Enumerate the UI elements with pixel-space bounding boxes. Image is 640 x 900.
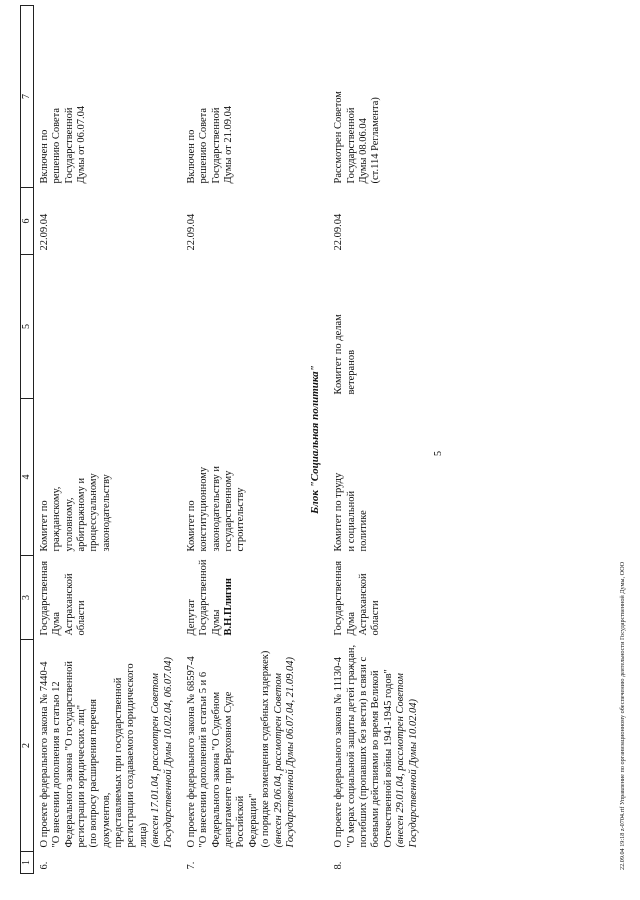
table-row bbox=[328, 6, 426, 874]
co-committee-line: ветеранов bbox=[345, 349, 357, 395]
status-line: (ст.114 Регламента) bbox=[370, 97, 382, 184]
co-committee bbox=[181, 255, 303, 399]
bill-author bbox=[181, 556, 303, 640]
status-line: Рассмотрен Советом bbox=[333, 91, 345, 184]
author-line: Депутат bbox=[185, 598, 197, 636]
committee-line: Комитет по bbox=[38, 500, 50, 552]
committee-line: законодательству bbox=[100, 474, 112, 552]
bill-note-line: (внесен 29.01.04, рассмотрен Советом bbox=[395, 673, 407, 848]
header-row bbox=[21, 6, 34, 874]
header-cell: 5 bbox=[21, 255, 34, 399]
committee-line: уголовному, bbox=[63, 497, 75, 552]
committee-line: процессуальному bbox=[88, 473, 100, 552]
author-line: Дума Астраханской bbox=[345, 573, 370, 636]
committee-line: Комитет по труду bbox=[333, 472, 345, 552]
status-line: Государственной bbox=[345, 107, 357, 184]
header-cell: 4 bbox=[21, 399, 34, 556]
author-line: области bbox=[75, 600, 87, 636]
bill-title-line: Федерального закона "О государственной bbox=[63, 661, 75, 848]
bill-title bbox=[328, 640, 426, 852]
committee-line: государственному bbox=[223, 470, 235, 552]
bill-title-line: О проекте федерального закона № 11130-4 bbox=[333, 657, 345, 848]
author-line: Думы bbox=[210, 609, 222, 636]
bill-title-line: боевыми действиями во время Великой bbox=[370, 670, 382, 848]
co-committee-line: Комитет по делам bbox=[333, 314, 345, 395]
committee-line: законодательству и bbox=[210, 465, 222, 552]
bill-title bbox=[33, 640, 181, 852]
table-row bbox=[33, 6, 181, 874]
date-cell: 22.09.04 bbox=[185, 213, 197, 251]
header-cell: 1 bbox=[21, 852, 34, 874]
committee-line: арбитражному и bbox=[75, 477, 87, 552]
bill-note-line: (внесен 29.06.04, рассмотрен Советом bbox=[272, 673, 284, 848]
table-row bbox=[181, 6, 303, 874]
bill-title-line: представляемых при государственной bbox=[113, 677, 125, 848]
co-committee bbox=[33, 255, 181, 399]
bill-title-line: О проекте федерального закона № 7440-4 bbox=[38, 661, 50, 848]
row-number: 7. bbox=[185, 861, 197, 870]
footer-text: 22.09.04 19:18 z-0704.rtf Управление по организационному обеспечению деятельности Государственной Думы, ООО bbox=[619, 561, 626, 870]
status-line: Включен по bbox=[38, 129, 50, 184]
author-line: Государственная bbox=[333, 560, 345, 636]
bill-title-line: Федерации" bbox=[247, 793, 259, 848]
bill-author bbox=[33, 556, 181, 640]
status-cell bbox=[33, 6, 181, 188]
bill-note-line: Государственной Думы 10.02.04) bbox=[407, 699, 419, 848]
committee-line: гражданскому, bbox=[51, 486, 63, 552]
bill-title-line: "О мерах социальной защиты детей граждан, bbox=[345, 644, 357, 848]
status-line: Думы от 06.07.04 bbox=[75, 105, 87, 184]
bill-title bbox=[181, 640, 303, 852]
header-cell: 3 bbox=[21, 556, 34, 640]
author-line: Государственная bbox=[38, 560, 50, 636]
bill-note-line: Государственной Думы 10.02.04, 06.07.04) bbox=[162, 657, 174, 848]
bill-author bbox=[328, 556, 426, 640]
bill-title-line: регистрации создаваемого юридического лица) bbox=[125, 663, 149, 848]
date-cell: 22.09.04 bbox=[333, 213, 345, 251]
status-line: решению Совета bbox=[198, 107, 210, 184]
status-line: Думы 08.06.04 bbox=[358, 118, 370, 184]
section-row bbox=[303, 6, 328, 874]
row-number: 6. bbox=[38, 861, 50, 870]
date-cell: 22.09.04 bbox=[38, 213, 50, 251]
status-line: Государственной bbox=[210, 107, 222, 184]
bill-title-line: "О внесении дополнений в статьи 5 и 6 bbox=[198, 671, 210, 848]
responsible-committee bbox=[181, 399, 303, 556]
committee-line: строительству bbox=[235, 487, 247, 552]
author-line: Дума Астраханской bbox=[51, 573, 75, 636]
bill-title-line: погибших (пропавших без вести) в связи с bbox=[358, 656, 370, 848]
status-line: Включен по bbox=[185, 129, 197, 184]
section-title: Блок "Социальная политика" bbox=[309, 365, 322, 514]
status-line: решению Совета bbox=[51, 107, 63, 184]
responsible-committee bbox=[328, 399, 426, 556]
author-line: Государственной bbox=[198, 559, 210, 636]
page-number: 5 bbox=[433, 451, 444, 456]
agenda-table bbox=[20, 5, 426, 874]
bill-title-line: Федерального закона "О Судебном bbox=[210, 691, 222, 848]
author-name: В.Н.Плигин bbox=[223, 578, 235, 636]
row-number: 8. bbox=[333, 861, 345, 870]
bill-title-line: (о порядке возмещения судебных издержек) bbox=[260, 650, 272, 848]
author-line: области bbox=[370, 600, 382, 636]
bill-note-line: Государственной Думы 06.07.04, 21.09.04) bbox=[284, 657, 296, 848]
responsible-committee bbox=[33, 399, 181, 556]
co-committee bbox=[328, 255, 426, 399]
header-cell: 2 bbox=[21, 640, 34, 852]
committee-line: конституционному bbox=[198, 466, 210, 552]
status-cell bbox=[181, 6, 303, 188]
status-cell bbox=[328, 6, 426, 188]
status-line: Государственной bbox=[63, 107, 75, 184]
bill-title-line: регистрации юридических лиц" bbox=[75, 704, 87, 848]
committee-line: и социальной bbox=[345, 490, 357, 552]
bill-title-line: О проекте федерального закона № 68597-4 bbox=[185, 656, 197, 848]
bill-note-line: (внесен 17.01.04, рассмотрен Советом bbox=[150, 673, 162, 848]
bill-title-line: "О внесении дополнения в статью 12 bbox=[51, 681, 63, 848]
bill-title-line: Отечественной войны 1941-1945 годов" bbox=[382, 669, 394, 848]
committee-line: политике bbox=[358, 510, 370, 552]
committee-line: Комитет по bbox=[185, 500, 197, 552]
header-cell: 7 bbox=[21, 6, 34, 188]
header-cell: 6 bbox=[21, 188, 34, 255]
bill-title-line: (по вопросу расширения перечня документов, bbox=[88, 699, 112, 848]
status-line: Думы от 21.09.04 bbox=[223, 105, 235, 184]
bill-title-line: департаменте при Верховном Суде Российской bbox=[223, 691, 247, 848]
